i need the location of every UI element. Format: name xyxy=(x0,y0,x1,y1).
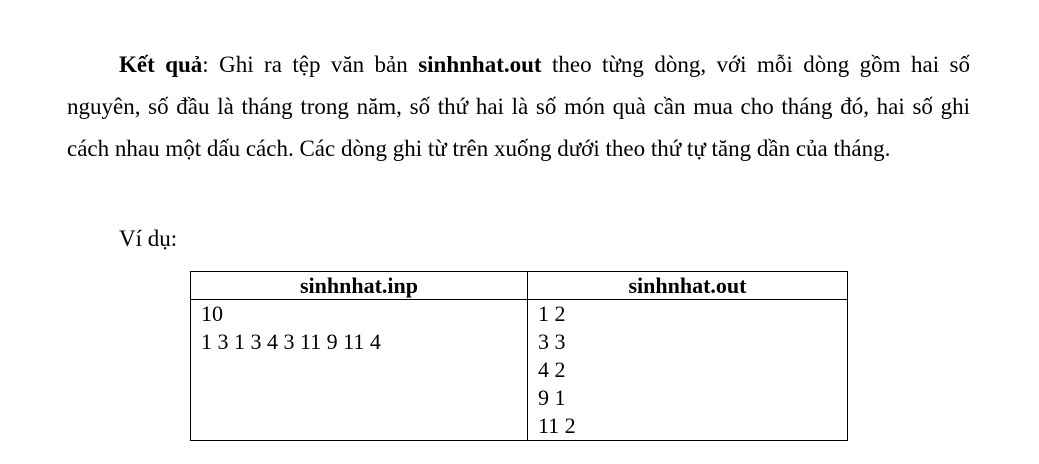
result-text-part1: : Ghi ra tệp văn bản xyxy=(202,52,419,77)
output-line: 9 1 xyxy=(538,385,566,410)
table-header-row xyxy=(191,272,848,300)
output-line: 1 2 xyxy=(538,301,566,326)
example-table xyxy=(190,271,848,441)
table-row xyxy=(191,300,848,441)
output-file-header: sinhnhat.out xyxy=(528,272,848,300)
output-filename: sinhnhat.out xyxy=(418,52,542,77)
output-line: 4 2 xyxy=(538,357,566,382)
result-text-part2: theo từng dòng, với mỗi dòng gồm hai số nguyên, số đầu là tháng trong năm, số thứ hai là số món quà cần mua cho tháng đó, hai số ghi cách nhau một dấu cách. Các dòng ghi từ trên xuống dưới theo thứ tự tăng dần của tháng. xyxy=(67,52,970,161)
result-label: Kết quả xyxy=(119,52,203,77)
input-line: 1 3 1 3 4 3 11 9 11 4 xyxy=(201,329,381,354)
output-cell xyxy=(528,300,848,441)
output-line: 3 3 xyxy=(538,329,566,354)
example-label: Ví dụ: xyxy=(119,226,178,251)
result-paragraph xyxy=(67,44,970,170)
input-line: 10 xyxy=(201,301,223,326)
output-line: 11 2 xyxy=(538,413,576,438)
input-cell xyxy=(191,300,528,441)
input-file-header: sinhnhat.inp xyxy=(191,272,528,300)
